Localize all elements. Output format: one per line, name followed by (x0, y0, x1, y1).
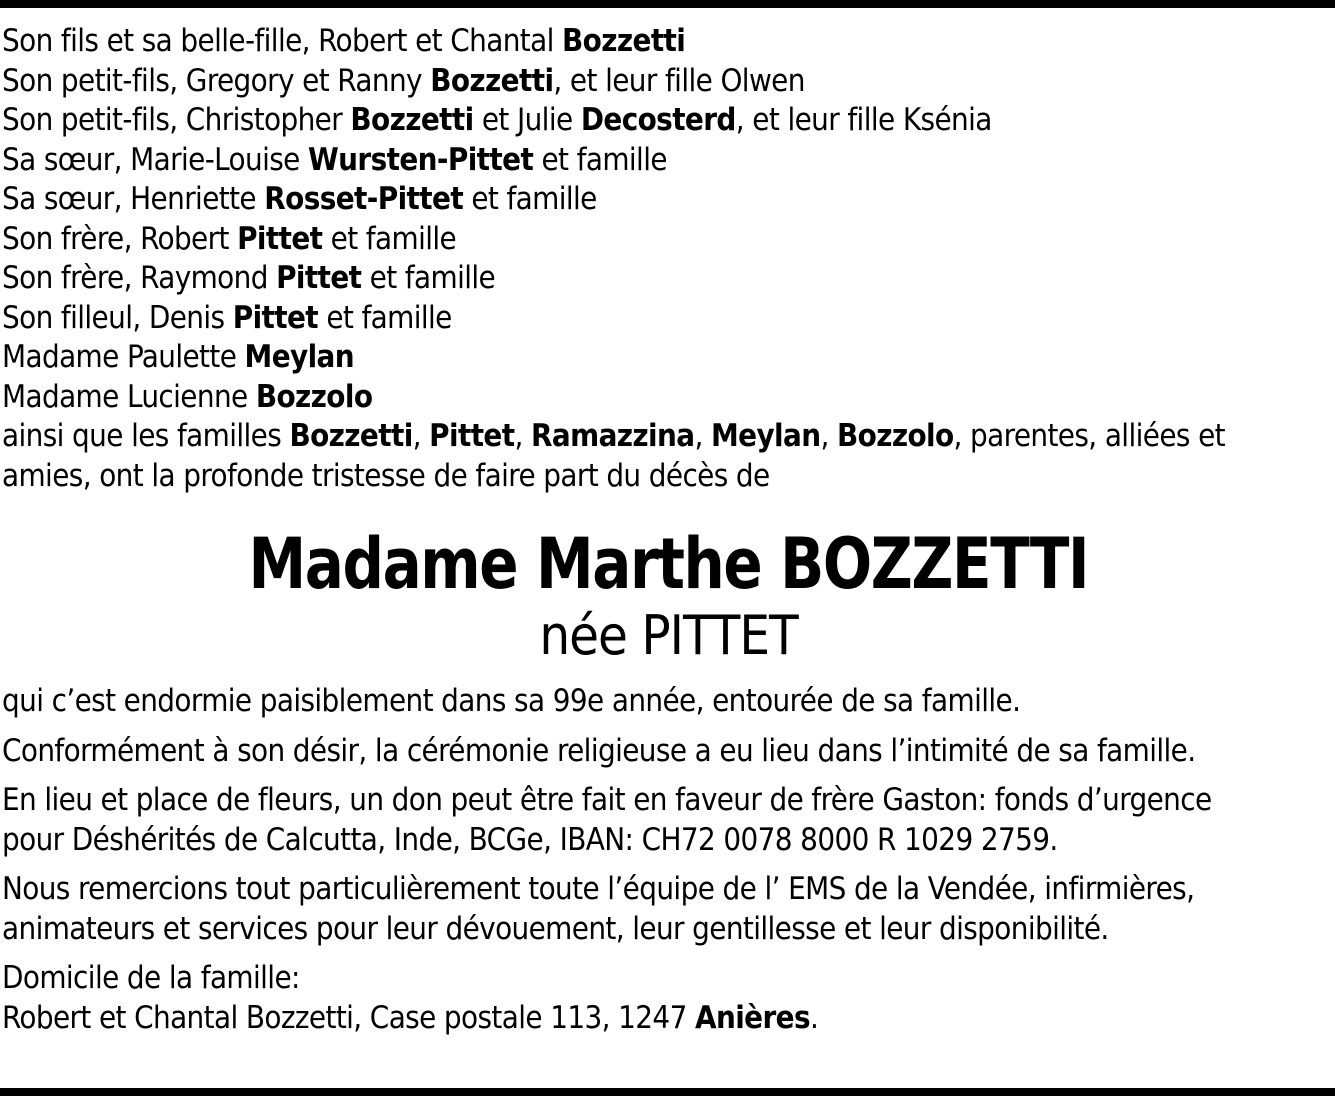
family-line: Son petit-fils, Gregory et Ranny Bozzetti, et leur fille Olwen (2, 62, 805, 99)
domicile-address: Robert et Chantal Bozzetti, Case postale 113, 1247 Anières. (2, 999, 819, 1036)
deceased-name: Madame Marthe BOZZETTI (248, 523, 1089, 605)
top-rule (0, 0, 1335, 8)
paragraph-donation: En lieu et place de fleurs, un don peut être fait en faveur de frère Gaston: fonds d’urgence pour Déshérités de Calcutta, Inde, BCGe, IBAN: CH72 0078 8000 R 1029 2759. (2, 782, 1212, 858)
paragraph-thanks: Nous remercions tout particulièrement toute l’équipe de l’ EMS de la Vendée, infirmières, animateurs et services pour leur dévouement, leur gentillesse et leur disponibilité. (2, 871, 1195, 947)
birth-name: née PITTET (539, 604, 798, 667)
deceased-block (2, 524, 1335, 668)
family-line: Son filleul, Denis Pittet et famille (2, 299, 452, 336)
family-line: Madame Lucienne Bozzolo (2, 378, 373, 415)
paragraph-passing: qui c’est endormie paisiblement dans sa 99e année, entourée de sa famille. (2, 683, 1021, 719)
family-line: Sa sœur, Marie-Louise Wursten-Pittet et famille (2, 141, 667, 178)
deceased-name-wrap (2, 524, 1335, 604)
bottom-rule (0, 1088, 1335, 1096)
domicile-block (2, 959, 1335, 1038)
obituary-notice (2, 22, 1335, 1038)
announcement-line: amies, ont la profonde tristesse de faire part du décès de (2, 457, 770, 494)
family-line: Son frère, Robert Pittet et famille (2, 220, 457, 257)
family-line: Sa sœur, Henriette Rosset-Pittet et famille (2, 181, 597, 217)
family-line: Son frère, Raymond Pittet et famille (2, 260, 496, 296)
family-line: Son petit-fils, Christopher Bozzetti et Julie Decosterd, et leur fille Ksénia (2, 102, 992, 138)
domicile-label: Domicile de la famille: (2, 960, 300, 996)
paragraph-ceremony: Conformément à son désir, la cérémonie religieuse a eu lieu dans l’intimité de sa famille. (2, 732, 1196, 769)
family-line: Madame Paulette Meylan (2, 339, 355, 375)
family-list (2, 22, 1335, 496)
families-line: ainsi que les familles Bozzetti, Pittet, Ramazzina, Meylan, Bozzolo, parentes, alliées et (2, 418, 1225, 454)
family-line: Son fils et sa belle-fille, Robert et Chantal Bozzetti (2, 23, 686, 59)
